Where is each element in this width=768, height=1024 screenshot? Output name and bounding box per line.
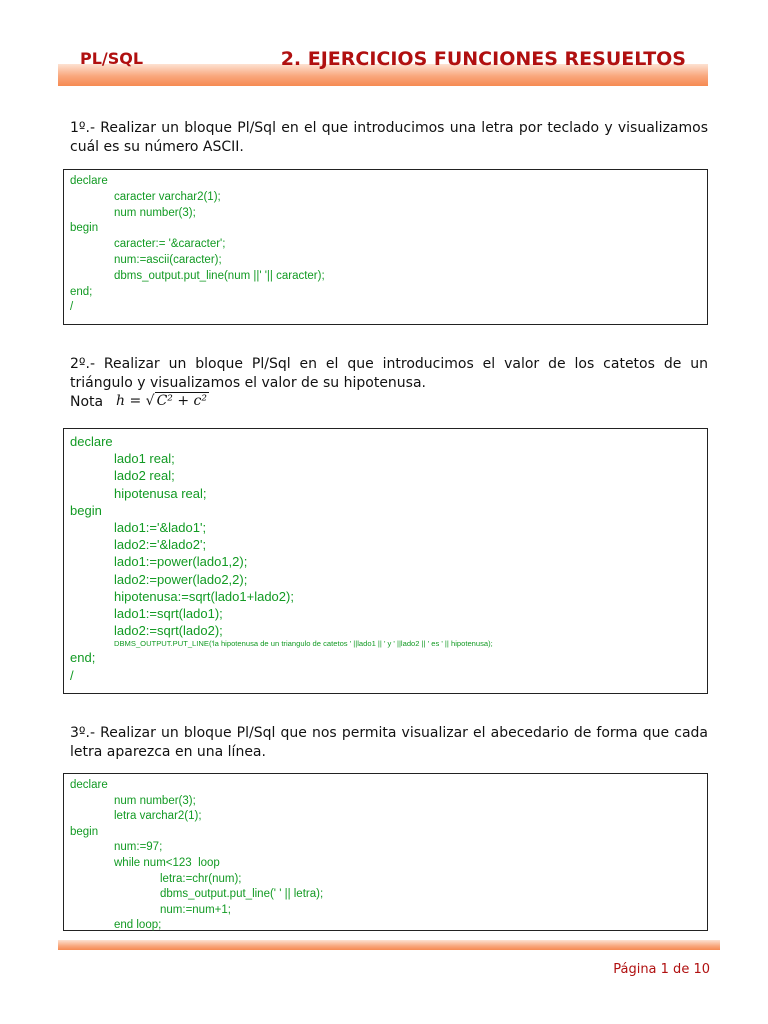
- square-root-symbol: √: [145, 393, 155, 409]
- code-line: lado1:='&lado1';: [114, 520, 207, 536]
- exercise-1-code-box: [63, 169, 708, 325]
- code-line: declare: [70, 434, 113, 449]
- exercise-1-statement: 1º.- Realizar un bloque Pl/Sql en el que introducimos una letra por teclado y visualizamos cuál es su número ASCII.: [70, 120, 708, 155]
- code-line: num number(3);: [114, 794, 196, 807]
- nota-label: Nota: [70, 394, 104, 410]
- code-line: /: [70, 667, 74, 683]
- code-line: num:=ascii(caracter);: [114, 253, 222, 266]
- exercise-2-code-box: [63, 428, 708, 694]
- code-line: DBMS_OUTPUT.PUT_LINE('la hipotenusa de un triangulo de catetos ' ||lado1 || ' y ' ||lado2 || ' es ' || hipotenusa);: [114, 639, 493, 649]
- header-right-title: 2. EJERCICIOS FUNCIONES RESUELTOS: [280, 48, 686, 70]
- exercise-3-code-box: [63, 773, 708, 931]
- code-line: num number(3);: [114, 206, 196, 219]
- code-line: lado2:=power(lado2,2);: [114, 571, 248, 587]
- code-line: declare: [70, 779, 108, 791]
- code-line: lado2 real;: [114, 468, 175, 484]
- code-line: caracter:= '&caracter';: [114, 238, 226, 251]
- code-line: hipotenusa:=sqrt(lado1+lado2);: [114, 588, 294, 604]
- code-line: while num<123 loop: [114, 856, 220, 869]
- code-line: begin: [70, 222, 99, 235]
- exercise-3-statement: 3º.- Realizar un bloque Pl/Sql que nos permita visualizar el abecedario de forma que cada letra aparezca en una línea.: [70, 725, 708, 760]
- code-line: caracter varchar2(1);: [114, 190, 221, 203]
- code-line: num:=num+1;: [160, 903, 231, 916]
- code-line: end;: [70, 650, 96, 666]
- code-line: /: [70, 301, 74, 314]
- formula-radicand: C² + c²: [156, 393, 207, 409]
- code-line: lado2:=sqrt(lado2);: [114, 623, 223, 639]
- code-line: lado1:=power(lado1,2);: [114, 554, 248, 570]
- code-line: hipotenusa real;: [114, 485, 207, 501]
- footer-bar: [58, 940, 720, 950]
- page-number: Página 1 de 10: [613, 962, 710, 977]
- formula-lhs: h =: [116, 393, 142, 409]
- code-line: letra:=chr(num);: [160, 872, 242, 885]
- code-line: lado1:=sqrt(lado1);: [114, 606, 223, 622]
- code-line: dbms_output.put_line(' ' || letra);: [160, 888, 324, 901]
- code-line: begin: [70, 825, 99, 838]
- code-line: lado2:='&lado2';: [114, 537, 207, 553]
- hypotenuse-formula: [116, 393, 209, 409]
- code-line: declare: [70, 175, 108, 187]
- header-left-title: PL/SQL: [80, 49, 144, 68]
- code-line: end;: [70, 285, 93, 298]
- code-line: lado1 real;: [114, 451, 175, 467]
- code-line: dbms_output.put_line(num ||' '|| caracter);: [114, 269, 325, 282]
- code-line: end loop;: [114, 919, 162, 932]
- code-line: begin: [70, 502, 102, 518]
- exercise-2-statement: 2º.- Realizar un bloque Pl/Sql en el que introducimos el valor de los catetos de un triángulo y visualizamos el valor de su hipotenusa.: [70, 356, 708, 391]
- code-line: letra varchar2(1);: [114, 810, 202, 823]
- code-line: num:=97;: [114, 841, 163, 854]
